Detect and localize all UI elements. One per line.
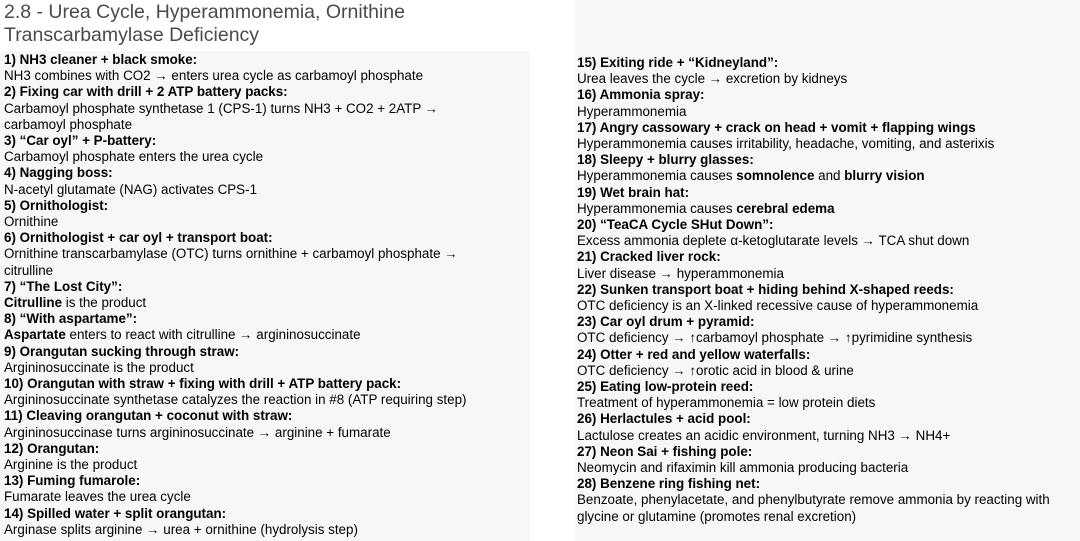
entry-body-text: enters to react with citrulline → argininosuccinate xyxy=(65,327,361,343)
entry-heading: 23) Car oyl drum + pyramid: xyxy=(577,314,755,330)
entry-body-text: and xyxy=(814,168,845,184)
mnemonic-entry xyxy=(4,52,530,84)
mnemonic-entry xyxy=(577,55,1080,87)
entry-heading: 27) Neon Sai + fishing pole: xyxy=(577,443,753,459)
entry-body-bold: Aspartate xyxy=(4,327,66,343)
entry-heading: 7) “The Lost City”: xyxy=(4,278,123,294)
mnemonic-entry xyxy=(4,506,530,538)
entry-heading: 26) Herlactules + acid pool: xyxy=(577,411,751,427)
entry-body xyxy=(4,295,530,311)
entry-body: Lactulose creates an acidic environment, turning NH3 → NH4+ xyxy=(577,427,951,443)
entry-body: NH3 combines with CO2 → enters urea cycle as carbamoyl phosphate xyxy=(4,68,424,84)
entry-heading: 16) Ammonia spray: xyxy=(577,87,705,103)
mnemonic-entry xyxy=(4,198,530,230)
entry-body: citrulline xyxy=(4,262,54,278)
entry-heading: 20) “TeaCA Cycle SHut Down”: xyxy=(577,217,774,233)
mnemonic-entry xyxy=(577,411,1080,443)
entry-heading: 25) Eating low-protein reed: xyxy=(577,379,754,395)
mnemonic-entry xyxy=(4,133,530,165)
page-title xyxy=(4,1,564,47)
mnemonic-entry xyxy=(4,408,530,440)
entry-heading: 6) Ornithologist + car oyl + transport boat: xyxy=(4,230,273,246)
entry-body: Liver disease → hyperammonemia xyxy=(577,265,784,281)
page-title-line-1: 2.8 - Urea Cycle, Hyperammonemia, Ornithine xyxy=(4,1,405,23)
entry-body: Treatment of hyperammonemia = low protein diets xyxy=(577,395,876,411)
entry-body xyxy=(4,327,530,343)
entry-body: Hyperammonemia causes irritability, headache, vomiting, and asterixis xyxy=(577,136,995,152)
entry-body: Ornithine transcarbamylase (OTC) turns ornithine + carbamoyl phosphate → xyxy=(4,246,458,262)
entry-body: Arginase splits arginine → urea + ornithine (hydrolysis step) xyxy=(4,521,358,537)
entry-heading: 15) Exiting ride + “Kidneyland”: xyxy=(577,55,779,70)
entry-body: Carbamoyl phosphate enters the urea cycle xyxy=(4,149,264,165)
mnemonic-entry xyxy=(577,217,1080,249)
mnemonic-entry xyxy=(577,185,1080,217)
entry-heading: 14) Spilled water + split orangutan: xyxy=(4,505,227,521)
entry-body: Ornithine xyxy=(4,214,59,230)
entry-body: Benzoate, phenylacetate, and phenylbutyrate remove ammonia by reacting with xyxy=(577,492,1050,508)
entry-body: Carbamoyl phosphate synthetase 1 (CPS-1) turns NH3 + CO2 + 2ATP → xyxy=(4,100,439,116)
entry-heading: 13) Fuming fumarole: xyxy=(4,473,141,489)
mnemonic-entry xyxy=(577,314,1080,346)
entry-body: carbamoyl phosphate xyxy=(4,116,133,132)
entry-body-text: Hyperammonemia causes xyxy=(577,168,737,184)
mnemonic-entry xyxy=(577,152,1080,184)
entry-body-bold: somnolence xyxy=(736,168,815,184)
entry-body-text: is the product xyxy=(62,295,147,311)
entry-body: Fumarate leaves the urea cycle xyxy=(4,489,191,505)
mnemonic-entry xyxy=(577,249,1080,281)
entry-heading: 12) Orangutan: xyxy=(4,440,100,456)
entry-body-bold: cerebral edema xyxy=(736,200,835,216)
entry-body: Argininosuccinate synthetase catalyzes the reaction in #8 (ATP requiring step) xyxy=(4,392,467,408)
entry-body-bold: blurry vision xyxy=(844,168,925,184)
entry-heading: 28) Benzene ring fishing net: xyxy=(577,476,761,492)
mnemonic-entry xyxy=(4,279,530,311)
entry-heading: 5) Ornithologist: xyxy=(4,197,109,213)
entry-heading: 2) Fixing car with drill + 2 ATP battery packs: xyxy=(4,84,288,100)
entry-heading: 3) “Car oyl” + P-battery: xyxy=(4,133,157,149)
entry-heading: 24) Otter + red and yellow waterfalls: xyxy=(577,346,811,362)
entry-body xyxy=(577,201,1080,217)
entry-heading: 8) “With aspartame”: xyxy=(4,311,138,327)
entry-body: OTC deficiency → ↑carbamoyl phosphate → ↑pyrimidine synthesis xyxy=(577,330,973,346)
entry-body: glycine or glutamine (promotes renal excretion) xyxy=(577,508,857,524)
left-column xyxy=(0,51,530,541)
right-column xyxy=(575,0,1080,541)
entry-heading: 19) Wet brain hat: xyxy=(577,184,690,200)
entry-body: Argininosuccinate is the product xyxy=(4,359,194,375)
mnemonic-entry xyxy=(577,282,1080,314)
mnemonic-entry xyxy=(577,379,1080,411)
mnemonic-entry xyxy=(4,344,530,376)
entry-body: N-acetyl glutamate (NAG) activates CPS-1 xyxy=(4,181,258,197)
entry-body: Urea leaves the cycle → excretion by kidneys xyxy=(577,71,848,87)
mnemonic-entry xyxy=(4,230,530,279)
entry-body-text: Hyperammonemia causes xyxy=(577,200,737,216)
entry-body: Hyperammonemia xyxy=(577,103,687,119)
entry-body: Excess ammonia deplete α-ketoglutarate levels → TCA shut down xyxy=(577,233,970,249)
mnemonic-entry xyxy=(577,444,1080,476)
entry-body: Neomycin and rifaximin kill ammonia producing bacteria xyxy=(577,460,909,476)
mnemonic-entry xyxy=(4,84,530,133)
entry-body-bold: Citrulline xyxy=(4,295,63,311)
entry-heading: 18) Sleepy + blurry glasses: xyxy=(577,152,754,168)
entry-heading: 4) Nagging boss: xyxy=(4,165,113,181)
mnemonic-entry xyxy=(577,87,1080,119)
entry-body: OTC deficiency is an X-linked recessive cause of hyperammonemia xyxy=(577,298,979,314)
entry-body: OTC deficiency → ↑orotic acid in blood & urine xyxy=(577,362,854,378)
entry-heading: 17) Angry cassowary + crack on head + vomit + flapping wings xyxy=(577,119,976,135)
mnemonic-entry xyxy=(4,441,530,473)
mnemonic-entry xyxy=(4,311,530,343)
mnemonic-entry xyxy=(577,476,1080,525)
entry-heading: 22) Sunken transport boat + hiding behind X-shaped reeds: xyxy=(577,281,954,297)
entry-heading: 1) NH3 cleaner + black smoke: xyxy=(4,52,198,67)
entry-heading: 21) Cracked liver rock: xyxy=(577,249,721,265)
mnemonic-entry xyxy=(4,473,530,505)
entry-body: Argininosuccinase turns argininosuccinate → arginine + fumarate xyxy=(4,424,391,440)
entry-heading: 9) Orangutan sucking through straw: xyxy=(4,343,240,359)
mnemonic-entry xyxy=(577,347,1080,379)
mnemonic-entry xyxy=(4,165,530,197)
entry-heading: 11) Cleaving orangutan + coconut with straw: xyxy=(4,408,293,424)
entry-body xyxy=(577,168,1080,184)
page-title-line-2: Transcarbamylase Deficiency xyxy=(4,24,260,46)
entry-heading: 10) Orangutan with straw + fixing with drill + ATP battery pack: xyxy=(4,376,402,392)
mnemonic-entry xyxy=(4,376,530,408)
entry-body: Arginine is the product xyxy=(4,457,138,473)
mnemonic-entry xyxy=(577,120,1080,152)
